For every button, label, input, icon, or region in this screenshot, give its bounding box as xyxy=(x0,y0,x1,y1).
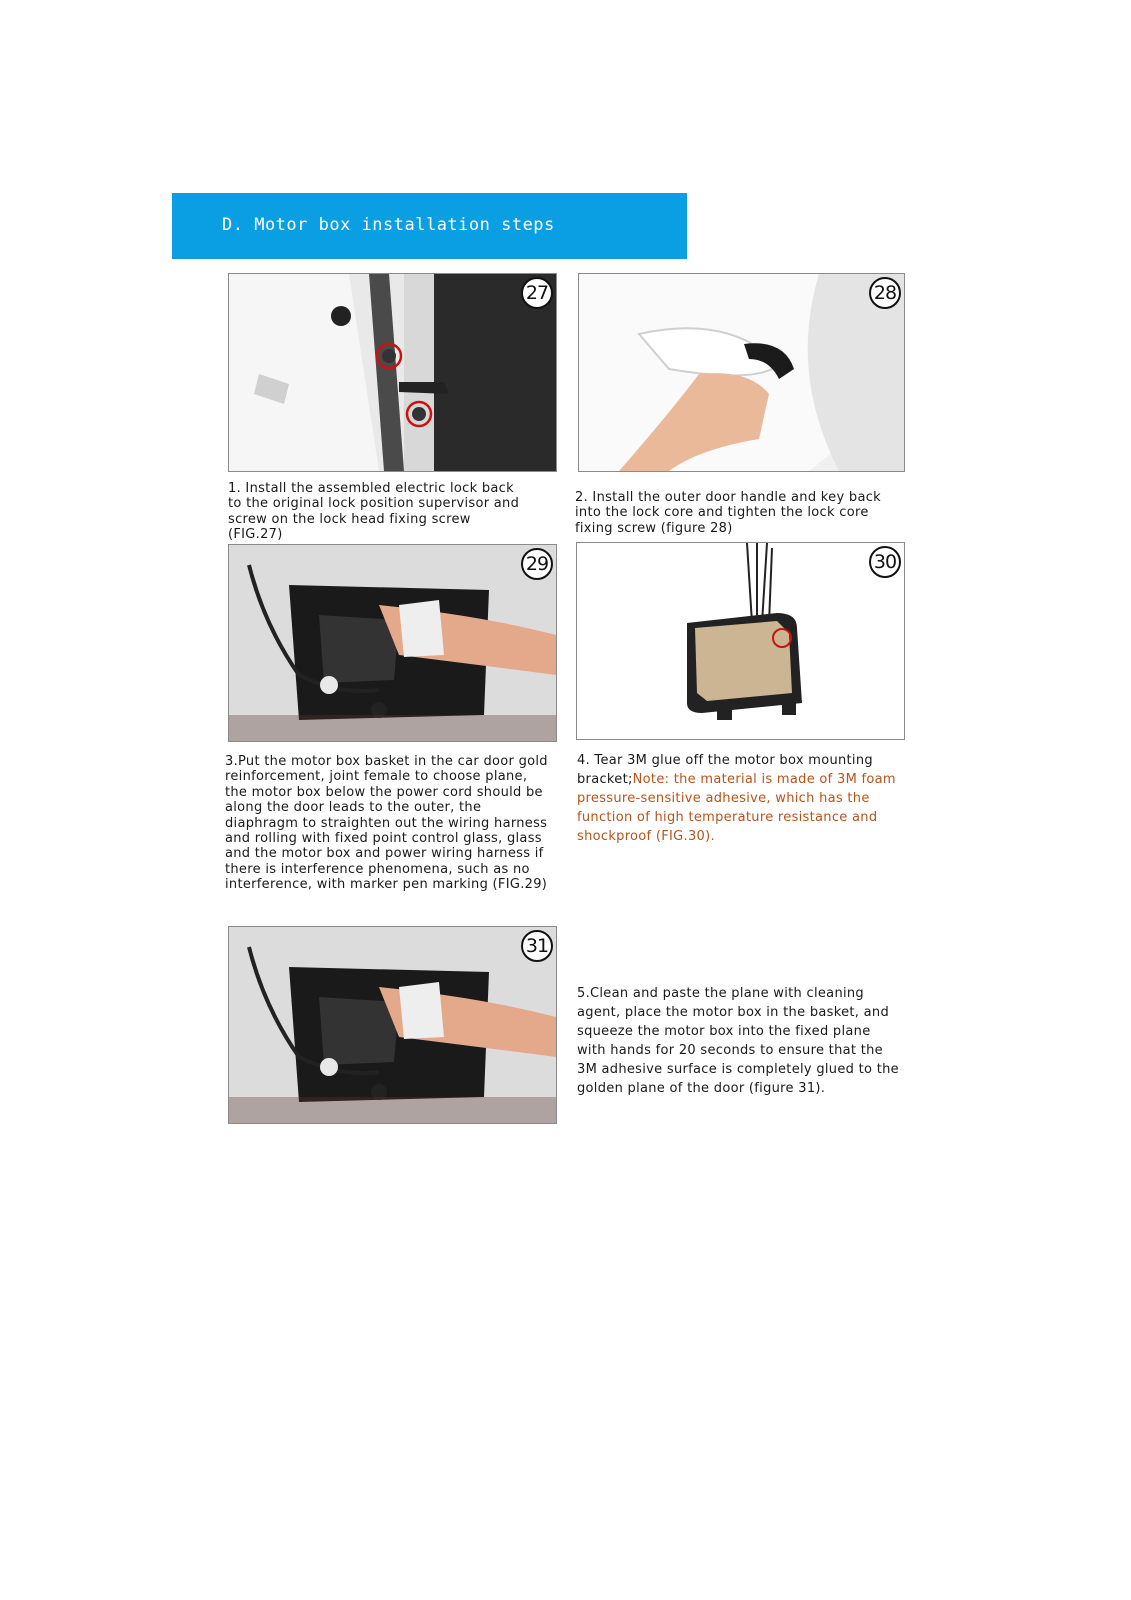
figure-30 xyxy=(576,542,905,740)
figure-28 xyxy=(578,273,905,472)
section-title: D. Motor box installation steps xyxy=(222,215,555,235)
step-1-text: 1. Install the assembled electric lock back to the original lock position supervisor and screw on the lock head fixing screw (FIG.27) xyxy=(228,481,520,543)
motor-box-adhesive-photo xyxy=(577,543,904,739)
step-2-caption xyxy=(575,490,905,536)
door-latch-photo xyxy=(229,274,556,471)
figure-number-badge: 28 xyxy=(869,277,901,309)
figure-number-badge: 30 xyxy=(869,546,901,578)
step-1-caption xyxy=(228,481,528,543)
step-5-caption xyxy=(577,984,899,1098)
door-panel-photo xyxy=(229,545,556,741)
section-header xyxy=(172,193,687,259)
door-handle-photo xyxy=(579,274,904,471)
figure-27 xyxy=(228,273,557,472)
step-3-text: 3.Put the motor box basket in the car door gold reinforcement, joint female to choose plane, the motor box below the power cord should be along the door leads to the outer, the diaphragm to straighten out the wiring harness and rolling with fixed point control glass, glass and the motor box and power wiring harness if there is interference phenomena, such as no interference, with marker pen marking (FIG.29) xyxy=(225,754,548,893)
step-4-note: Note: the material is made of 3M foam pressure-sensitive adhesive, which has the function of high temperature resistance and shockproof (FIG.30). xyxy=(577,772,896,844)
step-4-text: 4. Tear 3M glue off the motor box mounting bracket; xyxy=(577,753,873,787)
step-2-text: 2. Install the outer door handle and key back into the lock core and tighten the lock core fixing screw (figure 28) xyxy=(575,490,881,536)
figure-number-badge: 27 xyxy=(521,277,553,309)
step-5-text: 5.Clean and paste the plane with cleaning agent, place the motor box in the basket, and squeeze the motor box into the fixed plane with hands for 20 seconds to ensure that the 3M adhesive surface is completely glued to the golden plane of the door (figure 31). xyxy=(577,986,899,1096)
figure-31 xyxy=(228,926,557,1124)
figure-number-badge: 29 xyxy=(521,548,553,580)
door-panel-photo xyxy=(229,927,556,1123)
step-3-caption xyxy=(225,754,550,893)
figure-number-badge: 31 xyxy=(521,930,553,962)
step-4-caption xyxy=(577,751,907,846)
figure-29 xyxy=(228,544,557,742)
